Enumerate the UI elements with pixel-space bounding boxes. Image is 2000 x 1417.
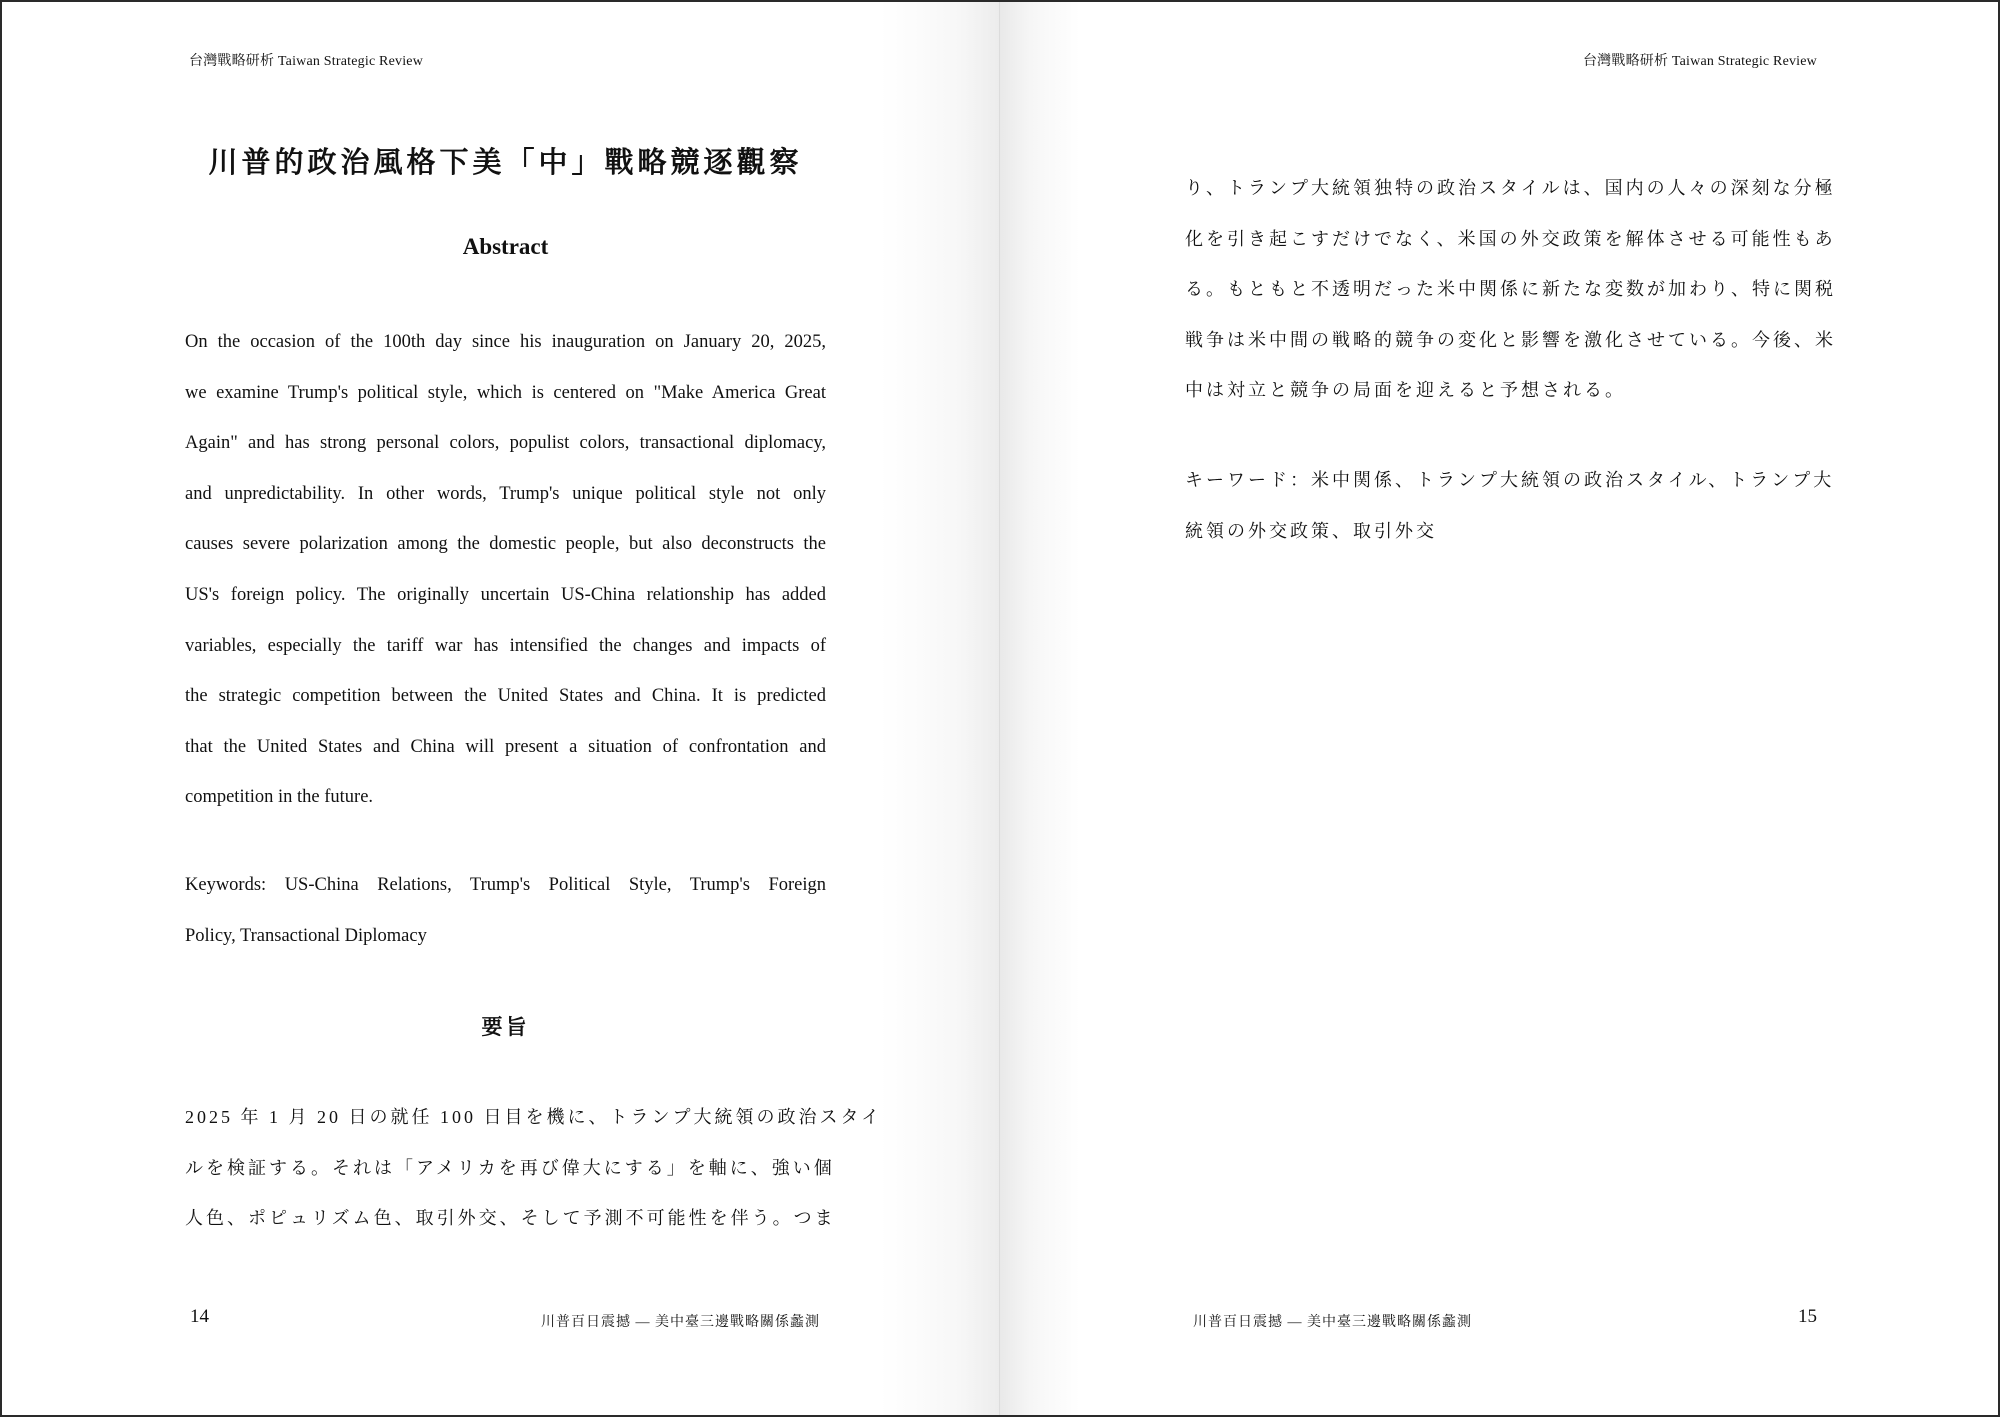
abstract-line: and unpredictability. In other words, Trump's unique political style not only bbox=[185, 483, 826, 504]
running-header: 台灣戰略研析 Taiwan Strategic Review bbox=[1582, 54, 1817, 69]
running-footer: 川普百日震撼 — 美中臺三邊戰略關係蠡測 bbox=[1193, 1315, 1472, 1330]
keywords-line: Policy, Transactional Diplomacy bbox=[185, 925, 427, 946]
right-page bbox=[1000, 2, 2000, 1415]
abstract-heading: Abstract bbox=[462, 234, 549, 259]
youshi-line: 人色、ポピュリズム色、取引外交、そして予測不可能性を伴う。つま bbox=[185, 1208, 836, 1229]
page-number: 14 bbox=[190, 1306, 209, 1327]
abstract-line: causes severe polarization among the domestic people, but also deconstructs the bbox=[185, 534, 826, 555]
running-header: 台灣戰略研析 Taiwan Strategic Review bbox=[189, 54, 424, 69]
abstract-line: the strategic competition between the United States and China. It is predicted bbox=[185, 686, 826, 707]
body-line: 中は対立と競争の局面を迎えると予想される。 bbox=[1185, 380, 1626, 401]
body-line: る。もともと不透明だった米中関係に新たな変数が加わり、特に関税 bbox=[1185, 279, 1836, 300]
keywords-line: 統領の外交政策、取引外交 bbox=[1185, 520, 1437, 541]
youshi-line: ルを検証する。それは「アメリカを再び偉大にする」を軸に、強い個 bbox=[185, 1157, 835, 1178]
keywords-line: キーワード：米中関係、トランプ大統領の政治スタイル、トランプ大 bbox=[1185, 470, 1835, 490]
article-title: 川普的政治風格下美「中」戰略競逐觀察 bbox=[208, 147, 803, 179]
page-number: 15 bbox=[1798, 1306, 1817, 1327]
abstract-line: we examine Trump's political style, which is centered on "Make America Great bbox=[185, 382, 826, 403]
abstract-line: Again" and has strong personal colors, populist colors, transactional diplomacy, bbox=[185, 433, 826, 454]
body-line: 戦争は米中間の戦略的競争の変化と影響を激化させている。今後、米 bbox=[1185, 329, 1836, 350]
youshi-line: 2025 年 1 月 20 日の就任 100 日目を機に、トランプ大統領の政治スタイ bbox=[185, 1107, 883, 1127]
abstract-line: competition in the future. bbox=[185, 787, 374, 808]
abstract-line: US's foreign policy. The originally uncertain US-China relationship has added bbox=[185, 584, 826, 605]
abstract-line: On the occasion of the 100th day since his inauguration on January 20, 2025, bbox=[185, 332, 826, 352]
youshi-continued-body bbox=[1185, 163, 1845, 416]
abstract-body bbox=[185, 317, 826, 823]
running-footer: 川普百日震撼 — 美中臺三邊戰略關係蠡測 bbox=[541, 1315, 820, 1330]
keywords-line: Keywords: US-China Relations, Trump's Political Style, Trump's Foreign bbox=[185, 875, 826, 895]
abstract-line: that the United States and China will present a situation of confrontation and bbox=[185, 736, 826, 757]
youshi-heading: 要旨 bbox=[481, 1015, 530, 1039]
keywords-english bbox=[185, 860, 826, 961]
keywords-japanese bbox=[1185, 455, 1845, 556]
body-line: 化を引き起こすだけでなく、米国の外交政策を解体させる可能性もあ bbox=[1185, 228, 1836, 249]
body-line: り、トランプ大統領独特の政治スタイルは、国内の人々の深刻な分極 bbox=[1185, 178, 1836, 198]
left-page bbox=[2, 2, 1000, 1415]
abstract-line: variables, especially the tariff war has intensified the changes and impacts of bbox=[185, 635, 826, 656]
youshi-body bbox=[185, 1092, 883, 1244]
